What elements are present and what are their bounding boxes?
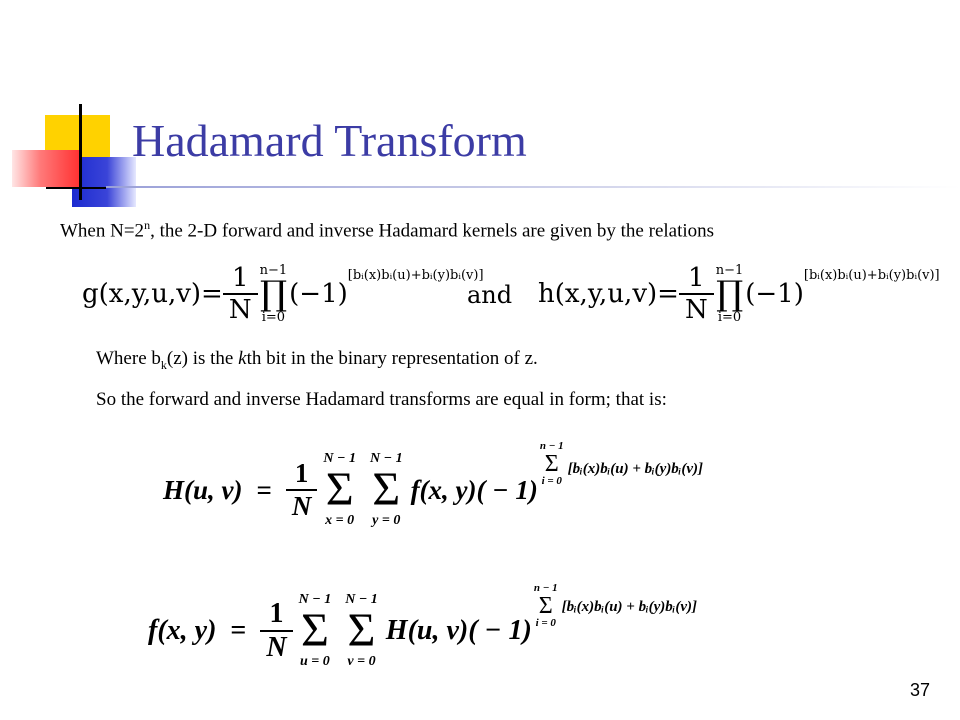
forward-kernel-exponent: [bᵢ(x)bᵢ(u)+bᵢ(y)bᵢ(v)]: [347, 268, 484, 283]
forward-sum-y: N − 1 Σ y = 0: [369, 451, 403, 528]
inverse-transform-fraction: $\frac{1}{N}$: [260, 598, 292, 664]
and-word: and: [467, 281, 513, 309]
slide-number: 37: [909, 680, 930, 700]
slide-title: Hadamard Transform: [132, 115, 527, 166]
inverse-kernel-equation: [538, 258, 940, 330]
inverse-kernel-base: (−1): [745, 279, 804, 309]
intro-pre: When N=2: [60, 220, 145, 242]
forward-kernel-product: n−1 ∏ i=0: [259, 263, 288, 325]
inverse-kernel-product: n−1 ∏ i=0: [715, 263, 744, 325]
forward-kernel-base: (−1): [289, 279, 348, 309]
forward-transform-fraction: $\frac{1}{N}$: [286, 458, 318, 522]
inverse-transform-term: H(u, v)( − 1): [385, 615, 532, 646]
inverse-exponent-bracket: [bᵢ(x)bᵢ(u) + bᵢ(y)bᵢ(v)]: [561, 599, 697, 615]
forward-kernel-fraction: $\frac{1}{N}$: [223, 263, 258, 325]
inverse-sum-u: N − 1 Σ u = 0: [298, 592, 332, 669]
intro-sup: n: [144, 218, 151, 232]
forward-transform-equation: H(u, v) = $\frac{1}{N}$ N − 1 Σ x = 0 N − 1 Σ y = 0 f(x, y)( − 1) n − 1 Σ i = 0 [bᵢ(x)bᵢ(u) + bᵢ(y)bᵢ(v)]: [163, 440, 703, 528]
forward-exponent-sum: n − 1 Σ i = 0: [539, 440, 564, 487]
title-underline: [106, 186, 960, 188]
so-text: So the forward and inverse Hadamard transforms are equal in form; that is:: [96, 389, 667, 410]
inverse-kernel-fraction: $\frac{1}{N}$: [679, 263, 714, 325]
inverse-exponent-sum: n − 1 Σ i = 0: [533, 582, 558, 629]
intro-post: , the 2-D forward and inverse Hadamard kernels are given by the relations: [150, 220, 715, 242]
inverse-transform-equation: f(x, y) = $\frac{1}{N}$ N − 1 Σ u = 0 N − 1 Σ v = 0 H(u, v)( − 1) n − 1 Σ i = 0 [bᵢ(x)bᵢ(u) + bᵢ(y)bᵢ(v)]: [148, 582, 697, 669]
forward-sum-x: N − 1 Σ x = 0: [323, 451, 356, 528]
inverse-kernel-lhs: h(x,y,u,v)=: [538, 279, 679, 309]
forward-exponent-bracket: [bᵢ(x)bᵢ(u) + bᵢ(y)bᵢ(v)]: [567, 461, 703, 477]
where-text: Where $b_k(z)$ is the kth bit in the binary representation of z.: [96, 348, 538, 372]
title-decoration-vertical-line: [79, 104, 82, 200]
inverse-sum-v: N − 1 Σ v = 0: [345, 592, 378, 669]
forward-kernel-equation: [82, 258, 484, 330]
forward-kernel-lhs: g(x,y,u,v)=: [82, 279, 223, 309]
inverse-transform-lhs: f(x, y): [148, 615, 217, 646]
title-decoration-red: [12, 150, 82, 187]
forward-transform-lhs: H(u, v): [163, 474, 243, 505]
forward-transform-term: f(x, y)( − 1): [410, 474, 538, 505]
title-decoration-horizontal-line: [46, 187, 106, 189]
inverse-kernel-exponent: [bᵢ(x)bᵢ(u)+bᵢ(y)bᵢ(v)]: [803, 268, 940, 283]
intro-text: [60, 219, 714, 240]
